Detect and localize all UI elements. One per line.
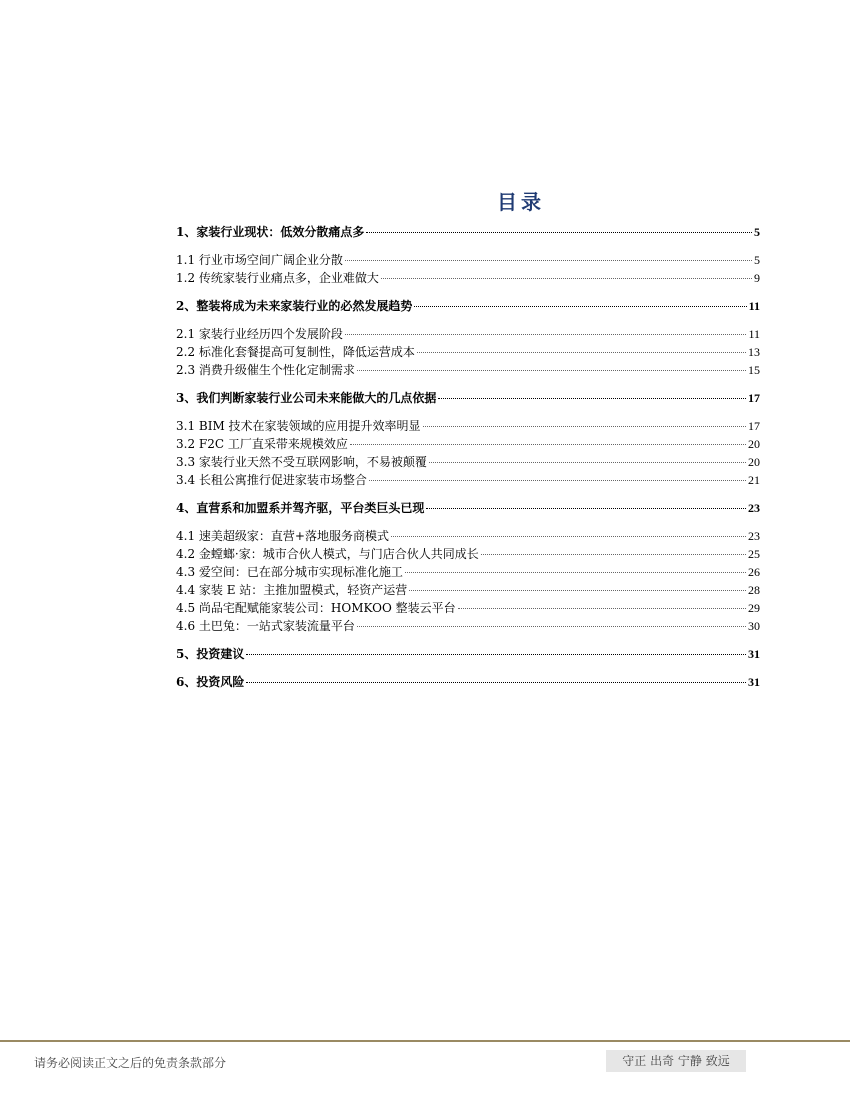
toc-entry-label: 4、直营系和加盟系并驾齐驱，平台类巨头已现 bbox=[176, 501, 425, 515]
toc-entry-label: 4.6 土巴兔：一站式家装流量平台 bbox=[176, 619, 355, 633]
toc-section-entry[interactable] bbox=[176, 582, 760, 600]
toc-section-entry[interactable] bbox=[176, 418, 760, 436]
toc-section-gap bbox=[176, 242, 760, 252]
toc-entry-label: 4.1 速美超级家：直营+落地服务商模式 bbox=[176, 529, 389, 543]
toc-entry-page-number: 23 bbox=[748, 529, 760, 543]
toc-entry-page-number: 9 bbox=[754, 271, 760, 285]
toc-entry-page-number: 25 bbox=[748, 547, 760, 561]
toc-dot-leader bbox=[350, 444, 746, 445]
toc-entry-label: 3、我们判断家装行业公司未来能做大的几点依据 bbox=[176, 391, 437, 405]
toc-entry-page-number: 5 bbox=[754, 253, 760, 267]
toc-entry-page-number: 31 bbox=[748, 675, 760, 689]
toc-dot-leader bbox=[481, 554, 746, 555]
toc-section-gap bbox=[176, 380, 760, 390]
toc-dot-leader bbox=[423, 426, 746, 427]
toc-entry-label: 6、投资风险 bbox=[176, 675, 245, 689]
toc-section-entry[interactable] bbox=[176, 270, 760, 288]
toc-entry-page-number: 29 bbox=[748, 601, 760, 615]
toc-dot-leader bbox=[414, 306, 746, 307]
toc-section-gap bbox=[176, 490, 760, 500]
footer-divider bbox=[0, 1040, 850, 1042]
toc-section-entry[interactable] bbox=[176, 472, 760, 490]
toc-entry-page-number: 20 bbox=[748, 455, 760, 469]
toc-section-gap bbox=[176, 518, 760, 528]
toc-dot-leader bbox=[417, 352, 746, 353]
toc-entry-page-number: 28 bbox=[748, 583, 760, 597]
toc-chapter-entry[interactable] bbox=[176, 224, 760, 242]
toc-section-entry[interactable] bbox=[176, 564, 760, 582]
toc-section-entry[interactable] bbox=[176, 252, 760, 270]
toc-entry-page-number: 13 bbox=[748, 345, 760, 359]
toc-dot-leader bbox=[429, 462, 746, 463]
toc-entry-label: 4.2 金螳螂·家：城市合伙人模式，与门店合伙人共同成长 bbox=[176, 547, 479, 561]
toc-dot-leader bbox=[345, 334, 747, 335]
toc-entry-page-number: 5 bbox=[754, 225, 760, 239]
toc-section-entry[interactable] bbox=[176, 326, 760, 344]
toc-dot-leader bbox=[381, 278, 752, 279]
toc-dot-leader bbox=[357, 626, 746, 627]
toc-entry-page-number: 20 bbox=[748, 437, 760, 451]
toc-entry-page-number: 11 bbox=[748, 299, 760, 313]
toc-entry-page-number: 26 bbox=[748, 565, 760, 579]
toc-entry-page-number: 21 bbox=[748, 473, 760, 487]
toc-dot-leader bbox=[357, 370, 746, 371]
toc-dot-leader bbox=[366, 232, 752, 233]
toc-dot-leader bbox=[409, 590, 746, 591]
toc-dot-leader bbox=[458, 608, 746, 609]
toc-entry-label: 2、整装将成为未来家装行业的必然发展趋势 bbox=[176, 299, 413, 313]
toc-entry-label: 3.1 BIM 技术在家装领域的应用提升效率明显 bbox=[176, 419, 421, 433]
footer-disclaimer: 请务必阅读正文之后的免责条款部分 bbox=[34, 1056, 227, 1070]
toc-entry-page-number: 17 bbox=[748, 419, 760, 433]
toc-chapter-entry[interactable] bbox=[176, 646, 760, 664]
toc-section-entry[interactable] bbox=[176, 618, 760, 636]
toc-entry-page-number: 11 bbox=[748, 327, 760, 341]
toc-dot-leader bbox=[345, 260, 752, 261]
toc-entry-label: 4.4 家装 E 站：主推加盟模式，轻资产运营 bbox=[176, 583, 408, 597]
toc-entry-label: 1.1 行业市场空间广阔企业分散 bbox=[176, 253, 343, 267]
table-of-contents bbox=[176, 224, 760, 692]
toc-chapter-entry[interactable] bbox=[176, 298, 760, 316]
toc-entry-label: 2.2 标准化套餐提高可复制性，降低运营成本 bbox=[176, 345, 415, 359]
toc-section-entry[interactable] bbox=[176, 546, 760, 564]
toc-chapter-entry[interactable] bbox=[176, 500, 760, 518]
toc-entry-label: 4.3 爱空间：已在部分城市实现标准化施工 bbox=[176, 565, 403, 579]
toc-section-gap bbox=[176, 636, 760, 646]
toc-dot-leader bbox=[246, 682, 746, 683]
toc-section-gap bbox=[176, 664, 760, 674]
toc-section-gap bbox=[176, 316, 760, 326]
toc-entry-label: 1.2 传统家装行业痛点多，企业难做大 bbox=[176, 271, 379, 285]
toc-section-entry[interactable] bbox=[176, 436, 760, 454]
toc-entry-label: 3.3 家装行业天然不受互联网影响，不易被颠覆 bbox=[176, 455, 427, 469]
toc-section-gap bbox=[176, 408, 760, 418]
toc-section-gap bbox=[176, 288, 760, 298]
toc-entry-label: 3.2 F2C 工厂直采带来规模效应 bbox=[176, 437, 348, 451]
toc-dot-leader bbox=[426, 508, 746, 509]
toc-section-entry[interactable] bbox=[176, 528, 760, 546]
toc-entry-page-number: 17 bbox=[748, 391, 760, 405]
toc-entry-label: 3.4 长租公寓推行促进家装市场整合 bbox=[176, 473, 367, 487]
toc-dot-leader bbox=[405, 572, 746, 573]
footer-slogan: 守正 出奇 宁静 致远 bbox=[606, 1050, 746, 1072]
toc-dot-leader bbox=[438, 398, 746, 399]
toc-entry-label: 2.1 家装行业经历四个发展阶段 bbox=[176, 327, 343, 341]
toc-section-entry[interactable] bbox=[176, 600, 760, 618]
toc-chapter-entry[interactable] bbox=[176, 390, 760, 408]
toc-dot-leader bbox=[391, 536, 746, 537]
page-title: 目录 bbox=[497, 190, 545, 214]
toc-entry-page-number: 23 bbox=[748, 501, 760, 515]
toc-section-entry[interactable] bbox=[176, 344, 760, 362]
toc-entry-label: 5、投资建议 bbox=[176, 647, 245, 661]
toc-chapter-entry[interactable] bbox=[176, 674, 760, 692]
toc-entry-page-number: 15 bbox=[748, 363, 760, 377]
toc-entry-label: 1、家装行业现状：低效分散痛点多 bbox=[176, 225, 365, 239]
toc-entry-label: 2.3 消费升级催生个性化定制需求 bbox=[176, 363, 355, 377]
toc-section-entry[interactable] bbox=[176, 362, 760, 380]
toc-entry-page-number: 31 bbox=[748, 647, 760, 661]
toc-section-entry[interactable] bbox=[176, 454, 760, 472]
toc-entry-label: 4.5 尚品宅配赋能家装公司：HOMKOO 整装云平台 bbox=[176, 601, 456, 615]
toc-dot-leader bbox=[369, 480, 746, 481]
toc-dot-leader bbox=[246, 654, 746, 655]
toc-entry-page-number: 30 bbox=[748, 619, 760, 633]
